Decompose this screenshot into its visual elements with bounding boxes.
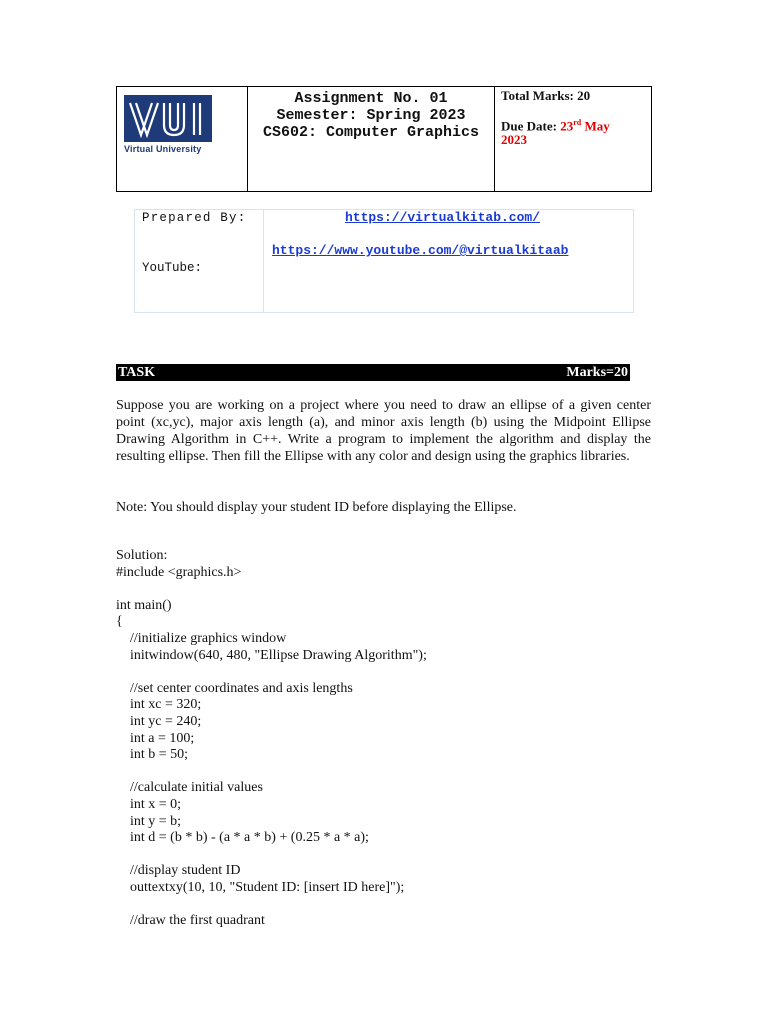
prepared-by-label: Prepared By: [142, 211, 247, 225]
code-line [116, 896, 427, 913]
task-marks: Marks=20 [566, 364, 628, 380]
due-year: 2023 [501, 132, 527, 148]
code-line: //draw the first quadrant [116, 913, 265, 929]
code-line [116, 847, 427, 864]
marks-cell [495, 87, 651, 191]
code-line: int b = 50; [116, 747, 189, 763]
code-line: int yc = 240; [116, 713, 202, 729]
semester-title: Semester: Spring 2023 [276, 107, 466, 124]
logo-cell [117, 87, 248, 191]
code-line: int main() [116, 597, 172, 613]
code-line: initwindow(640, 480, "Ellipse Drawing Algorithm"); [116, 647, 427, 663]
code-line: int d = (b * b) - (a * a * b) + (0.25 * a * a); [116, 830, 369, 846]
assignment-title: Assignment No. 01 [294, 90, 448, 107]
code-line: { [116, 614, 123, 630]
prepared-labels [135, 210, 264, 312]
header-table [116, 86, 652, 192]
vu-logo [124, 95, 212, 142]
due-month: May [581, 118, 610, 134]
code-line: int xc = 320; [116, 697, 202, 713]
vu-logo-icon [126, 99, 210, 139]
total-marks: Total Marks: 20 [501, 88, 591, 103]
youtube-link[interactable]: https://www.youtube.com/@virtualkitaab [272, 243, 569, 258]
due-sup: rd [573, 118, 582, 127]
code-line: int y = b; [116, 813, 182, 829]
solution-section [116, 548, 427, 930]
code-line: int a = 100; [116, 730, 195, 746]
solution-label: Solution: [116, 548, 168, 563]
due-date [501, 116, 651, 147]
task-description: Suppose you are working on a project where you need to draw an ellipse of a given center point (xc,yc), major axis length (a), and minor axis length (b) using the Midpoint Ellipse Drawing Algorithm in C++. Write a program to implement the algorithm and display the resulting ellipse. Then fill the Ellipse with any color and design using the graphics libraries. [116, 398, 651, 464]
task-bar [116, 364, 630, 381]
code-block [116, 565, 427, 930]
due-day: 23 [560, 118, 574, 134]
due-label: Due Date: [501, 118, 561, 134]
title-cell [248, 87, 495, 191]
prepared-by-table [134, 209, 634, 313]
youtube-label: YouTube: [142, 261, 203, 275]
code-line [116, 581, 427, 598]
task-label: TASK [118, 364, 156, 380]
code-line: //set center coordinates and axis lengths [116, 680, 353, 696]
code-line: #include <graphics.h> [116, 564, 242, 580]
code-line: //calculate initial values [116, 780, 263, 796]
task-note: Note: You should display your student ID before displaying the Ellipse. [116, 500, 517, 515]
prepared-links [264, 210, 633, 312]
code-line [116, 664, 427, 681]
logo-caption: Virtual University [124, 144, 202, 154]
code-line: int x = 0; [116, 796, 182, 812]
course-title: CS602: Computer Graphics [262, 124, 480, 141]
code-line [116, 764, 427, 781]
code-line: outtextxy(10, 10, "Student ID: [insert ID here]"); [116, 879, 405, 895]
code-line: //initialize graphics window [116, 630, 287, 646]
website-link[interactable]: https://virtualkitab.com/ [344, 210, 541, 225]
code-line: //display student ID [116, 863, 241, 879]
